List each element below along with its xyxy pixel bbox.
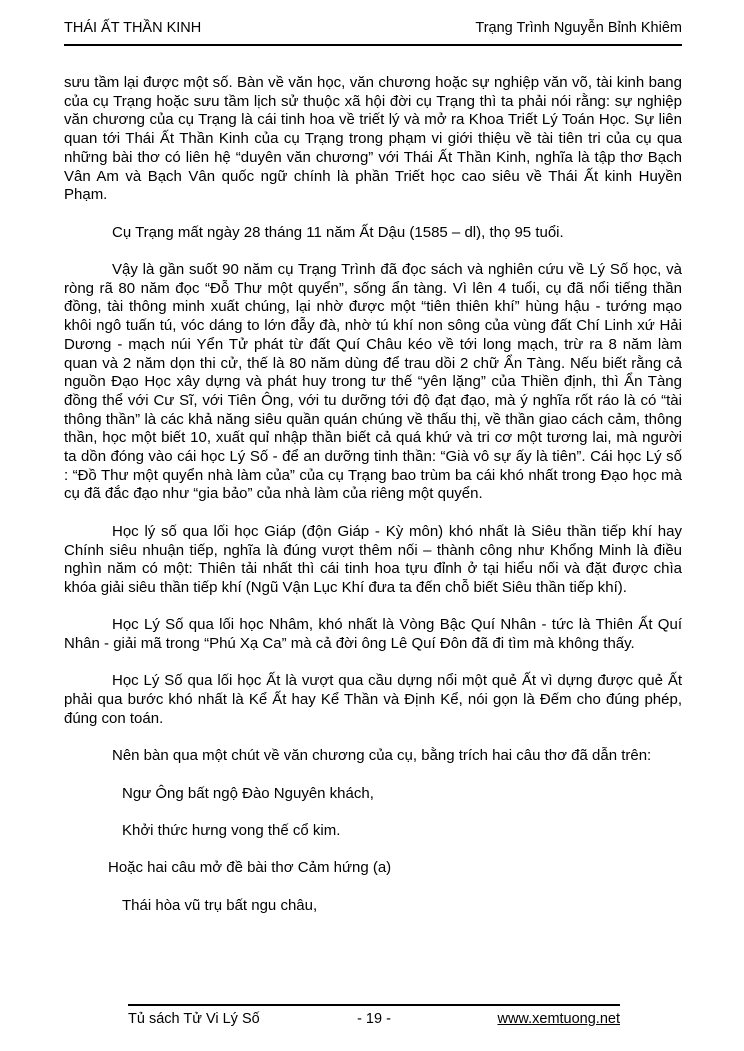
paragraph-hoc-at: Học Lý Số qua lối học Ất là vượt qua cầu dựng nổi một quẻ Ất vì dựng được quẻ Ất phải qua bước khó nhất là Kể Ất hay Kể Thần và Định Kể, nói gọn là Đếm cho đúng phép, đúng con toán.	[64, 672, 682, 727]
verse-line-1: Ngư Ông bất ngộ Đào Nguyên khách,	[122, 784, 374, 802]
paragraph-continuation: sưu tầm lại được một số. Bàn về văn học, văn chương hoặc sự nghiệp văn võ, tài kinh bang của cụ Trạng hoặc sưu tầm lịch sử thuộc xã hội đời cụ Trạng thì ta phải nói rằng: sự nghiệp văn chương của cụ Trạng là cái tinh hoa về triết lý và mở ra Khoa Triết Lý Toán Học. Sự liên quan tới Thái Ất Thần Kinh của cụ Trạng trong phạm vi giới thiệu về tài tiên tri của cụ qua những bài thơ có liên hệ “duyên văn chương” với Thái Ất Thần Kinh, nghĩa là tập thơ Bạch Vân Am và Bạch Vân quốc ngữ chính là phần Triết học cao siêu về Thái Ất kinh Huyền Phạm.	[64, 74, 682, 204]
footer-series-title: Tủ sách Tử Vi Lý Số	[128, 1011, 260, 1027]
header-author: Trạng Trình Nguyễn Bỉnh Khiêm	[475, 20, 682, 36]
footer-page-number: - 19 -	[357, 1011, 391, 1027]
paragraph-ly-so-study: Vậy là gần suốt 90 năm cụ Trạng Trình đã đọc sách và nghiên cứu về Lý Số học, và ròng rã 80 năm đọc “Đỗ Thư một quyển”, sống ẩn tàng. Vì lên 4 tuổi, cụ đã nổi tiếng thần đồng, tài thông minh xuất chúng, lại nhờ được một “tiên thiên khí” hùng hậu - tướng mạo khôi ngô tuấn tú, vóc dáng to lớn đẫy đà, nhờ tú khí non sông của vùng đất Chí Linh xứ Hải Dương - mạch núi Yển Tử phát từ đất Quí Châu kéo về tới long mạch, trừ ra 8 năm làm quan và 2 năm dọn thi cử, thế là 80 năm dùng để trau dồi 2 chữ Ẩn Tàng. Nếu biết rằng cả nguồn Đạo Học xây dựng và phát huy trong tư thế “yên lặng” của Thiền định, thì Ẩn Tàng đồng thể với Cư Sĩ, với Tiên Ông, với tu dưỡng tới độ đạt đạo, mà ý nghĩa rốt ráo là có “tài thông thần” là các khả năng siêu quần quán chúng về thấu thị, về thần giao cách cảm, thông thần, học một biết 10, xuất quỉ nhập thần biết cả quá khứ và tri cơ một tương lai, mà người ta dồn đóng vào cái học Lý Số - để an dưỡng tinh thần: “Già vô sự ấy là tiên”. Cái học Lý số : “Đồ Thư một quyển nhà làm của” của cụ Trạng bao trùm ba cái khó nhất trong Đạo học mà cụ đã đắc đạo như “gia bảo” của nhà làm của riêng một quyển.	[64, 261, 682, 503]
header-book-title: THÁI ẤT THẦN KINH	[64, 20, 202, 36]
verse-line-2: Khởi thức hưng vong thế cổ kim.	[122, 822, 341, 839]
verse-line-3: Thái hòa vũ trụ bất ngu châu,	[122, 896, 318, 914]
paragraph-hoc-giap: Học lý số qua lối học Giáp (độn Giáp - Kỳ môn) khó nhất là Siêu thần tiếp khí hay Chính siêu nhuận tiếp, nghĩa là đúng vượt thêm nối – thành công như Khổng Minh là điều nghìn năm có một: Thiên tải nhất thì cái tinh hoa tựu đỉnh ở tại hiểu nối và đặt được chìa khóa giải siêu thần tiếp khí (Ngũ Vận Lục Khí đưa ta đến chỗ biết Siêu thần tiếp khí).	[64, 522, 682, 596]
page-footer	[128, 1004, 620, 1027]
footer-website-link[interactable]: www.xemtuong.net	[497, 1011, 620, 1027]
paragraph-death-date: Cụ Trạng mất ngày 28 tháng 11 năm Ất Dậu (1585 – dl), thọ 95 tuổi.	[112, 223, 564, 241]
page-header	[64, 20, 682, 46]
paragraph-cam-hung-intro: Hoặc hai câu mở đề bài thơ Cảm hứng (a)	[108, 859, 392, 877]
paragraph-hoc-nham: Học Lý Số qua lối học Nhâm, khó nhất là Vòng Bậc Quí Nhân - tức là Thiên Ất Quí Nhân - giải mã trong “Phú Xạ Ca” mà cả đời ông Lê Quí Đôn đã đi tìm mà không thấy.	[64, 616, 682, 653]
page-body	[64, 74, 682, 915]
paragraph-van-chuong-intro: Nên bàn qua một chút về văn chương của cụ, bằng trích hai câu thơ đã dẫn trên:	[112, 747, 652, 765]
